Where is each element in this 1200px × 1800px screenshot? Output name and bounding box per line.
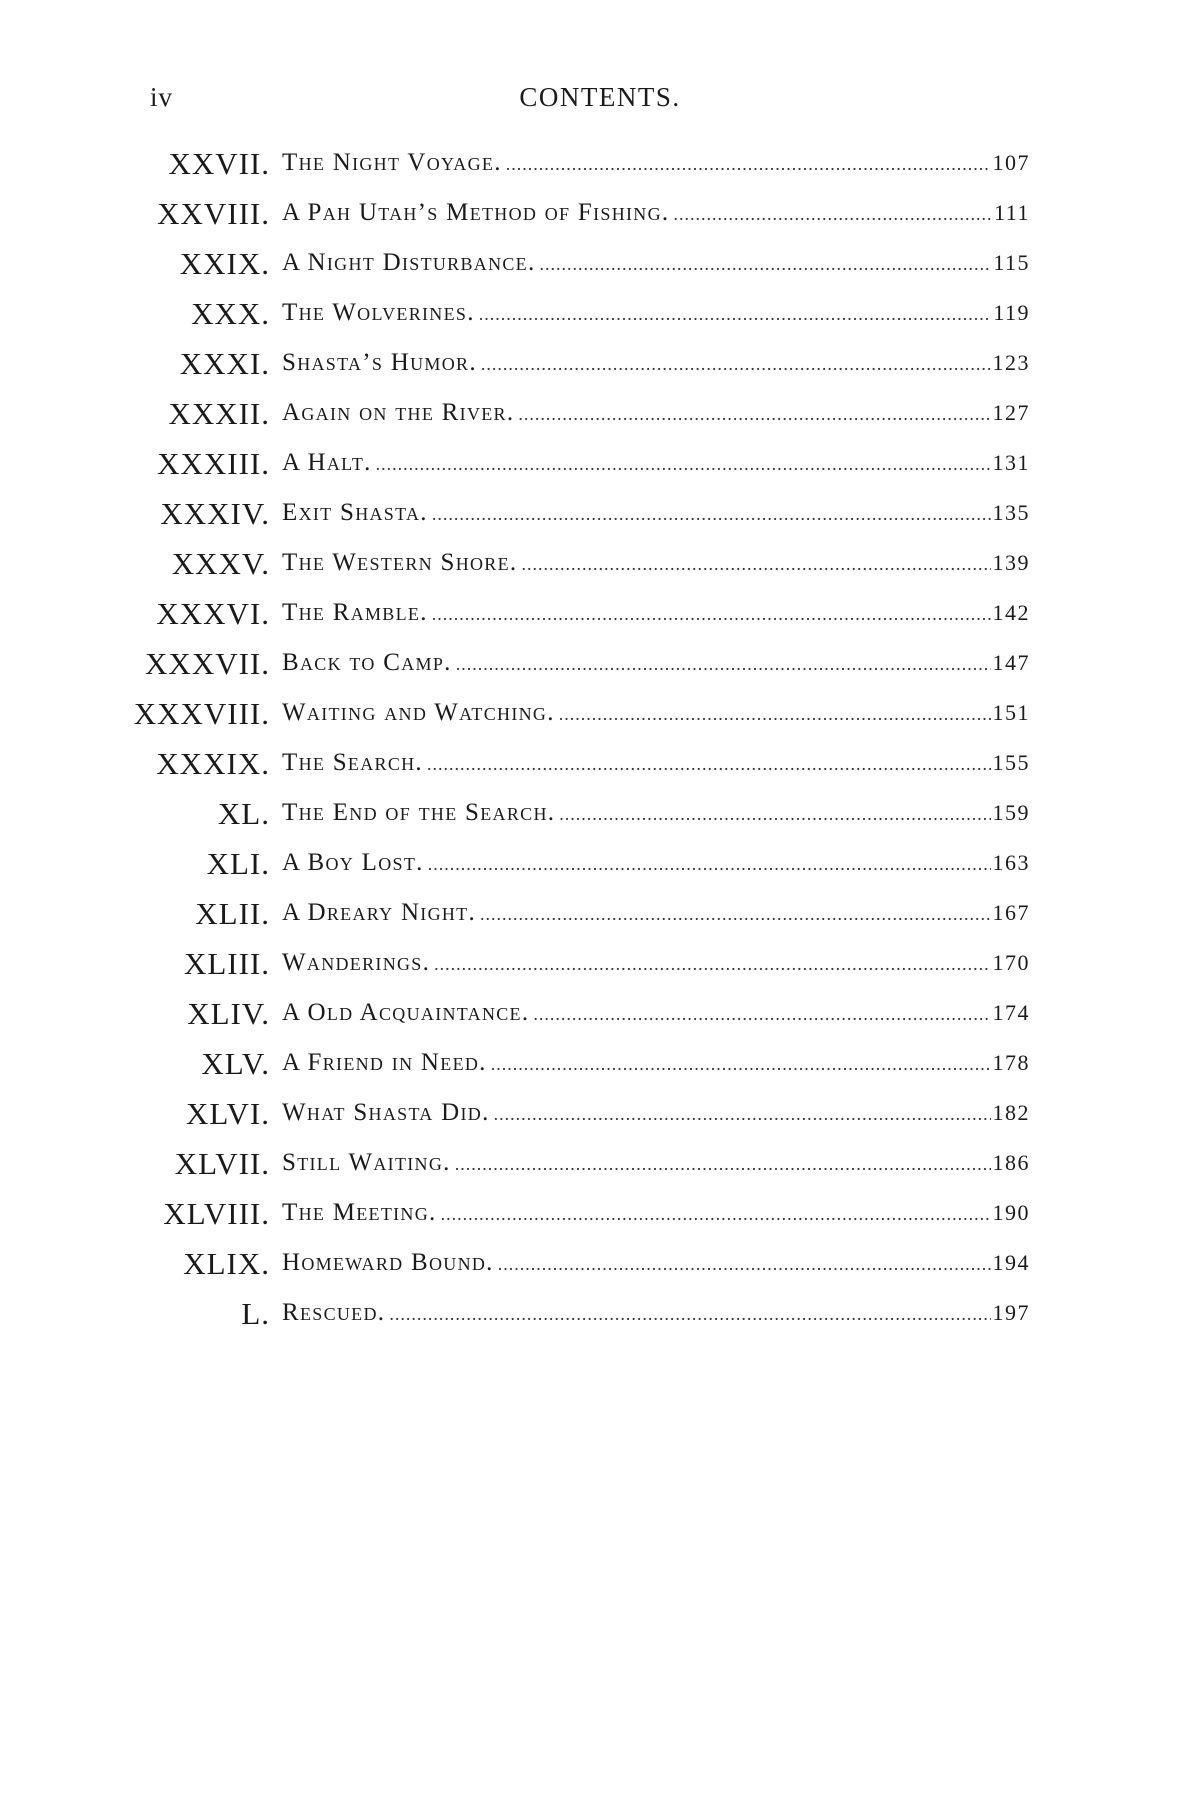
toc-entry [0,1192,1200,1242]
dot-leader [533,1004,990,1025]
chapter-title: The Ramble. [282,599,428,626]
chapter-number: XXXVII. [145,646,270,681]
chapter-title: A Boy Lost. [282,849,424,876]
dot-leader [434,954,990,975]
toc-entry [0,542,1200,592]
chapter-number: XLVI. [186,1096,270,1131]
chapter-title: A Pah Utah’s Method of Fishing. [282,199,670,226]
chapter-title: Still Waiting. [282,1149,451,1176]
chapter-title-line [282,849,1030,883]
chapter-title-line [282,949,1030,983]
chapter-page-number: 182 [992,1100,1030,1125]
chapter-number: XLII. [195,896,270,931]
toc-entry [0,1242,1200,1292]
chapter-title-line [282,249,1030,283]
chapter-title: The Wolverines. [282,299,475,326]
chapter-page-number: 139 [992,550,1030,575]
dot-leader [673,204,992,225]
toc-entry [0,392,1200,442]
toc-entry [0,442,1200,492]
chapter-title-line [282,499,1030,533]
chapter-page-number: 151 [992,700,1030,725]
dot-leader [521,554,990,575]
page-title: CONTENTS. [519,82,681,112]
dot-leader [389,1304,990,1325]
chapter-number: XXXIX. [156,746,270,781]
toc-entry [0,942,1200,992]
dot-leader [428,854,991,875]
chapter-number: XXXVI. [156,596,270,631]
chapter-title: A Halt. [282,449,372,476]
chapter-title-line [282,1049,1030,1083]
chapter-title: Back to Camp. [282,649,452,676]
toc-entry [0,492,1200,542]
chapter-page-number: 115 [993,250,1030,275]
toc-entry [0,842,1200,892]
chapter-title-line [282,1199,1030,1233]
chapter-title: A Old Acquaintance. [282,999,530,1026]
page-number: iv [150,82,174,112]
chapter-title: Wanderings. [282,949,431,976]
dot-leader [432,504,991,525]
chapter-title-line [282,1249,1030,1283]
chapter-number: XLV. [201,1046,270,1081]
toc-entry [0,892,1200,942]
chapter-number: XXX. [191,296,270,331]
chapter-title: A Night Disturbance. [282,249,536,276]
chapter-title: Homeward Bound. [282,1249,494,1276]
chapter-page-number: 197 [992,1300,1030,1325]
toc-entry [0,342,1200,392]
chapter-number: XXIX. [179,246,270,281]
chapter-title: The Western Shore. [282,549,518,576]
page-header [0,82,1200,122]
chapter-page-number: 178 [992,1050,1030,1075]
chapter-number: XXVII. [168,146,270,181]
chapter-title: Waiting and Watching. [282,699,555,726]
dot-leader [479,304,992,325]
toc-entry [0,142,1200,192]
chapter-title-line [282,1299,1030,1333]
toc-entry [0,1092,1200,1142]
chapter-number: XXXII. [168,396,270,431]
chapter-page-number: 174 [992,1000,1030,1025]
toc-entry [0,642,1200,692]
chapter-page-number: 194 [992,1250,1030,1275]
chapter-title-line [282,599,1030,633]
chapter-title-line [282,349,1030,383]
chapter-page-number: 163 [992,850,1030,875]
chapter-page-number: 127 [992,400,1030,425]
chapter-title: The Night Voyage. [282,149,502,176]
toc-entry [0,242,1200,292]
dot-leader [376,454,991,475]
chapter-number: XXXIII. [157,446,270,481]
chapter-page-number: 119 [993,300,1030,325]
chapter-number: XXXIV. [160,496,270,531]
chapter-number: XLIV. [187,996,270,1031]
dot-leader [559,704,991,725]
chapter-title-line [282,399,1030,433]
chapter-title: Again on the River. [282,399,515,426]
chapter-number: XL. [217,796,270,831]
chapter-title-line [282,749,1030,783]
chapter-page-number: 186 [992,1150,1030,1175]
dot-leader [491,1054,991,1075]
chapter-number: XLI. [206,846,270,881]
chapter-page-number: 155 [992,750,1030,775]
chapter-number: XXVIII. [157,196,270,231]
chapter-title: Exit Shasta. [282,499,428,526]
toc-entry [0,992,1200,1042]
toc-entry [0,1292,1200,1342]
chapter-page-number: 131 [992,450,1030,475]
chapter-number: L. [241,1296,270,1331]
chapter-title-line [282,649,1030,683]
chapter-page-number: 111 [994,200,1030,225]
chapter-title-line [282,199,1030,233]
toc-entry [0,1042,1200,1092]
chapter-title: Rescued. [282,1299,386,1326]
chapter-title: What Shasta Did. [282,1099,490,1126]
chapter-page-number: 170 [992,950,1030,975]
chapter-page-number: 123 [992,350,1030,375]
chapter-title-line [282,1099,1030,1133]
chapter-title-line [282,699,1030,733]
dot-leader [481,354,991,375]
toc-entry [0,192,1200,242]
chapter-number: XLIX. [183,1246,270,1281]
chapter-number: XLVII. [174,1146,270,1181]
chapter-title-line [282,549,1030,583]
chapter-page-number: 159 [992,800,1030,825]
chapter-number: XXXV. [171,546,270,581]
chapter-number: XXXI. [179,346,270,381]
toc-entry [0,742,1200,792]
dot-leader [518,404,990,425]
dot-leader [432,604,991,625]
chapter-number: XLVIII. [163,1196,270,1231]
toc-entry [0,692,1200,742]
dot-leader [441,1204,991,1225]
table-of-contents [0,142,1200,1342]
chapter-title: The Meeting. [282,1199,437,1226]
chapter-title-line [282,899,1030,933]
chapter-number: XXXVIII. [133,696,270,731]
chapter-page-number: 147 [992,650,1030,675]
chapter-title: Shasta’s Humor. [282,349,477,376]
chapter-title-line [282,999,1030,1033]
dot-leader [559,804,990,825]
chapter-page-number: 190 [992,1200,1030,1225]
dot-leader [427,754,991,775]
chapter-title-line [282,149,1030,183]
dot-leader [506,154,991,175]
dot-leader [480,904,990,925]
toc-entry [0,792,1200,842]
toc-entry [0,292,1200,342]
chapter-title-line [282,299,1030,333]
toc-entry [0,1142,1200,1192]
chapter-title: A Dreary Night. [282,899,477,926]
chapter-title-line [282,799,1030,833]
chapter-page-number: 142 [992,600,1030,625]
toc-entry [0,592,1200,642]
chapter-number: XLIII. [183,946,270,981]
chapter-page-number: 107 [992,150,1030,175]
dot-leader [455,1154,991,1175]
dot-leader [498,1254,991,1275]
dot-leader [494,1104,991,1125]
chapter-title: The Search. [282,749,423,776]
chapter-title-line [282,449,1030,483]
chapter-title: A Friend in Need. [282,1049,487,1076]
chapter-title: The End of the Search. [282,799,556,826]
chapter-page-number: 167 [992,900,1030,925]
dot-leader [540,254,992,275]
chapter-page-number: 135 [992,500,1030,525]
dot-leader [456,654,991,675]
chapter-title-line [282,1149,1030,1183]
